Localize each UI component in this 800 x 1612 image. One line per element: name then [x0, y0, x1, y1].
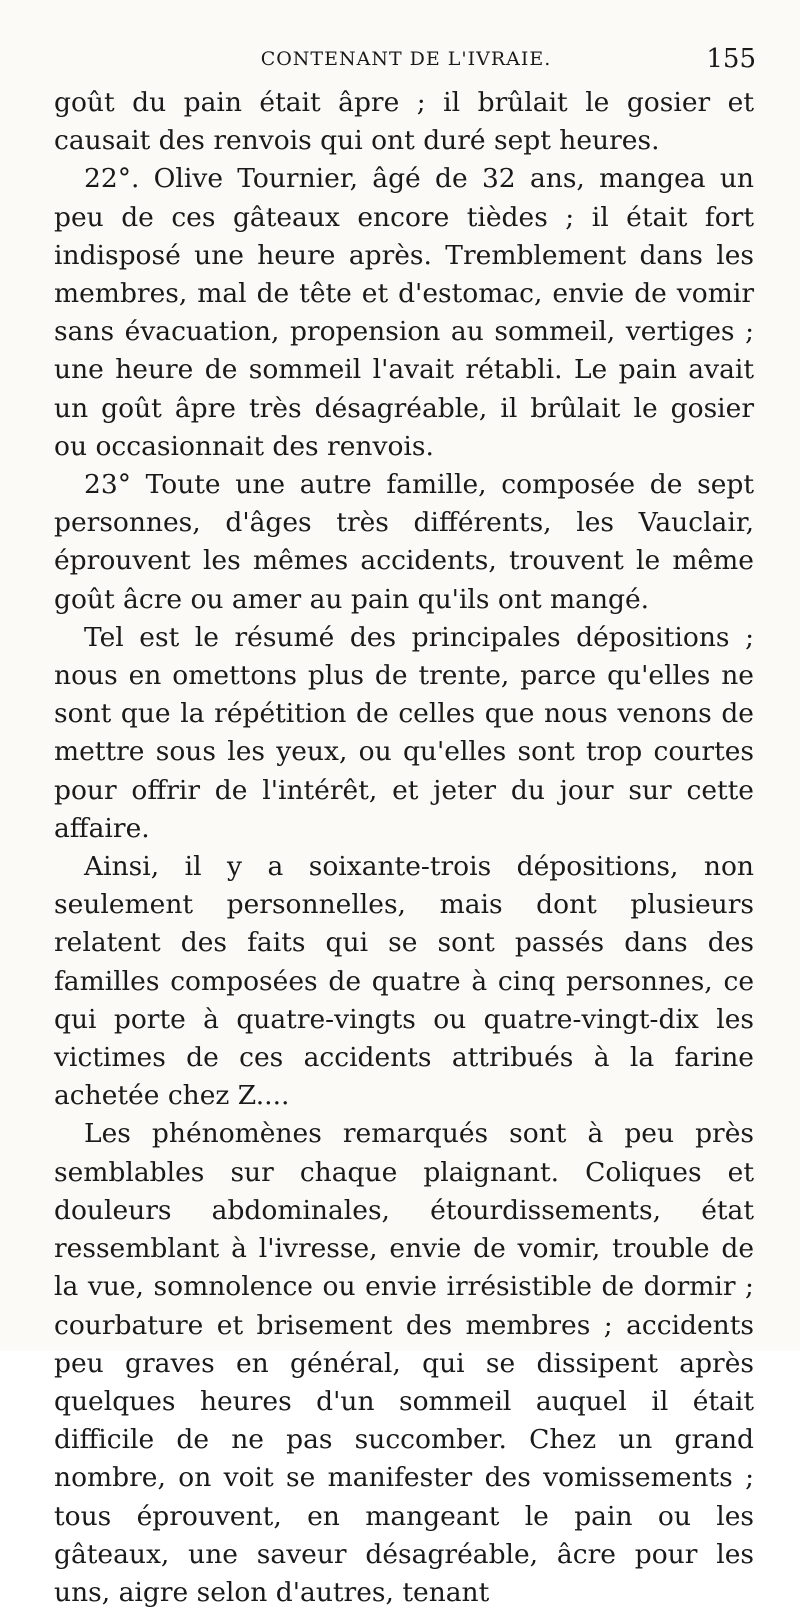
paragraph-count: Ainsi, il y a soixante-trois dépositions, non seulement personnelles, mais dont plusieurs relatent des faits qui se sont passés dans des familles composées de quatre à cinq personnes, ce qui porte à quatre-vingts ou quatre-vingt-dix les victimes de ces accidents attribués à la farine achetée chez Z.... — [54, 851, 754, 1112]
page-number: 155 — [706, 44, 756, 74]
body-text — [54, 84, 754, 1612]
running-head — [56, 44, 756, 78]
running-title: CONTENANT DE L'IVRAIE. — [260, 48, 552, 70]
paragraph-phenomena: Les phénomènes remarqués sont à peu près semblables sur chaque plaignant. Coliques et douleurs abdominales, étourdissements, état ressemblant à l'ivresse, envie de vomir, trouble de la vue, somnolence ou envie irrésistible de dormir ; courbature et brisement des membres ; accidents peu graves en général, qui se dissipent après quelques heures d'un sommeil auquel il était difficile de ne pas succomber. Chez un grand nombre, on voit se manifester des vomissements ; tous éprouvent, en mangeant le pain ou les gâteaux, une saveur désagréable, âcre pour les uns, aigre selon d'autres, tenant — [54, 1118, 754, 1608]
paragraph-deposition-22: 22°. Olive Tournier, âgé de 32 ans, mangea un peu de ces gâteaux encore tièdes ; il était fort indisposé une heure après. Tremblement dans les membres, mal de tête et d'estomac, envie de vomir sans évacuation, propension au sommeil, vertiges ; une heure de sommeil l'avait rétabli. Le pain avait un goût âpre très désagréable, il brûlait le gosier ou occasionnait des renvois. — [54, 163, 754, 462]
paragraph-deposition-23: 23° Toute une autre famille, composée de sept personnes, d'âges très différents, les Vauclair, éprouvent les mêmes accidents, trouvent le même goût âcre ou amer au pain qu'ils ont mangé. — [54, 469, 754, 615]
paragraph-summary: Tel est le résumé des principales dépositions ; nous en omettons plus de trente, parce qu'elles ne sont que la répétition de celles que nous venons de mettre sous les yeux, ou qu'elles sont trop courtes pour offrir de l'intérêt, et jeter du jour sur cette affaire. — [54, 621, 754, 844]
paragraph-continuation: goût du pain était âpre ; il brûlait le gosier et causait des renvois qui ont duré sept heures. — [54, 87, 754, 157]
